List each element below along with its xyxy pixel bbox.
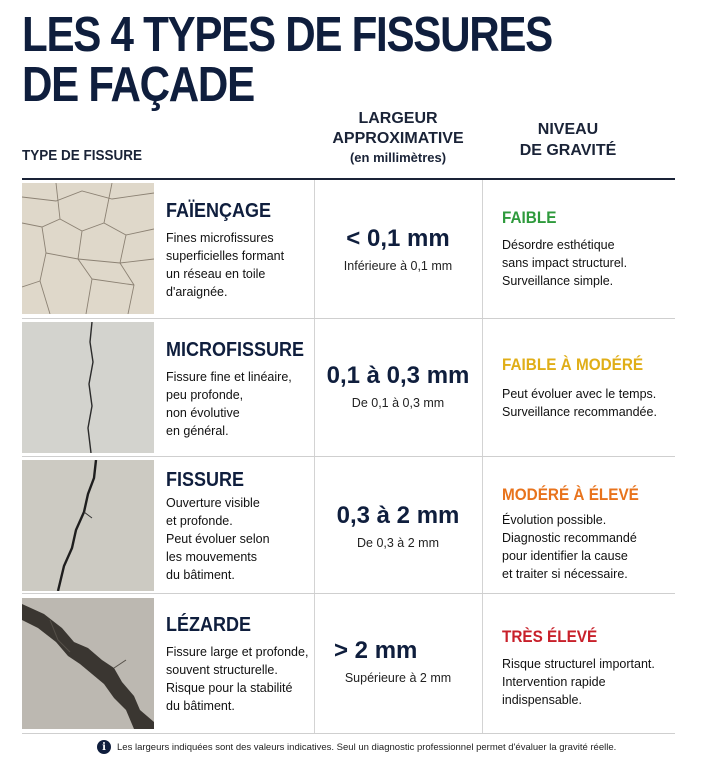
row-2-gravity-line: Peut évoluer avec le temps. [502,387,657,401]
row-1-name: FAÏENÇAGE [166,200,272,222]
header-width [314,109,482,167]
page-title [22,10,590,110]
row-3-gravity-line: pour identifier la cause [502,549,628,563]
header-gravity-line-2: DE GRAVITÉ [519,142,617,159]
row-4-gravity-line: Risque structurel important. [502,657,655,671]
row-4-gravity-description [502,655,687,709]
row-3-desc-line: Peut évoluer selon [166,532,270,546]
microcrack-photo [22,322,154,453]
row-1-level: FAIBLE [502,208,557,227]
row-1-gravity-line: Désordre esthétique [502,238,615,252]
row-2-name: MICROFISSURE [166,339,305,361]
row-1-desc-line: Fines microfissures [166,231,274,245]
row-4-width: > 2 mm [334,637,418,664]
row-4-level: TRÈS ÉLEVÉ [502,627,598,646]
footnote-text: Les largeurs indiquées sont des valeurs indicatives. Seul un diagnostic professionnel permet d'évaluer la gravité réelle. [117,741,617,753]
row-3-width: 0,3 à 2 mm [336,502,460,529]
row-2-level: FAIBLE À MODÉRÉ [502,355,644,374]
row-3-desc-line: Ouverture visible [166,496,260,510]
row-2-width: 0,1 à 0,3 mm [326,362,470,389]
lezarde-photo [22,598,154,729]
row-4-gravity-line: indispensable. [502,693,582,707]
footnote [97,740,697,754]
row-3-gravity-line: Diagnostic recommandé [502,531,637,545]
row-1-desc-line: un réseau en toile [166,267,266,281]
row-1-gravity-description [502,236,687,290]
row-2-desc-line: en général. [166,424,229,438]
row-2-gravity-description [502,385,687,421]
row-1-width: < 0,1 mm [346,225,450,252]
row-4-desc-line: du bâtiment. [166,699,235,713]
row-4-description [166,643,316,715]
header-width-unit: (en millimètres) [349,150,447,165]
row-4-width-detail: Supérieure à 2 mm [344,671,452,685]
row-2-desc-line: non évolutive [166,406,240,420]
row-3-width-detail: De 0,3 à 2 mm [357,536,439,550]
row-3-gravity-description [502,511,687,583]
row-2-gravity-line: Surveillance recommandée. [502,405,657,419]
row-2-desc-line: Fissure fine et linéaire, [166,370,292,384]
row-3-name: FISSURE [166,469,245,491]
row-divider-3 [22,593,675,594]
row-divider-2 [22,456,675,457]
row-2-description [166,368,316,440]
row-3-description [166,494,316,584]
row-1-desc-line: d'araignée. [166,285,228,299]
row-1-gravity-line: Surveillance simple. [502,274,614,288]
header-gravity-line-1: NIVEAU [537,121,599,138]
row-1-gravity-line: sans impact structurel. [502,256,628,270]
row-3-gravity-line: Évolution possible. [502,513,607,527]
title-line-2: DE FAÇADE [22,58,254,112]
row-3-gravity-line: et traiter si nécessaire. [502,567,628,581]
row-3-desc-line: les mouvements [166,550,258,564]
row-4-desc-line: souvent structurelle. [166,663,278,677]
table-top-rule [22,178,675,180]
row-2-width-detail: De 0,1 à 0,3 mm [351,396,445,410]
row-1-width-detail: Inférieure à 0,1 mm [343,259,453,273]
header-gravity [484,119,652,161]
row-4-desc-line: Fissure large et profonde, [166,645,309,659]
row-1-description [166,229,316,301]
row-4-name: LÉZARDE [166,614,252,636]
header-width-line-1: LARGEUR [358,110,438,127]
crazing-photo [22,183,154,314]
row-3-desc-line: et profonde. [166,514,233,528]
row-2-desc-line: peu profonde, [166,388,244,402]
header-width-line-2: APPROXIMATIVE [332,130,464,147]
info-icon: i [97,740,111,754]
row-4-desc-line: Risque pour la stabilité [166,681,293,695]
title-line-1: LES 4 TYPES DE FISSURES [22,8,553,62]
row-3-desc-line: du bâtiment. [166,568,235,582]
table-bottom-rule [22,733,675,734]
row-1-desc-line: superficielles formant [166,249,285,263]
crack-photo [22,460,154,591]
row-divider-1 [22,318,675,319]
row-3-level: MODÉRÉ À ÉLEVÉ [502,485,639,504]
row-4-gravity-line: Intervention rapide [502,675,606,689]
header-crack-type: TYPE DE FISSURE [22,147,143,164]
